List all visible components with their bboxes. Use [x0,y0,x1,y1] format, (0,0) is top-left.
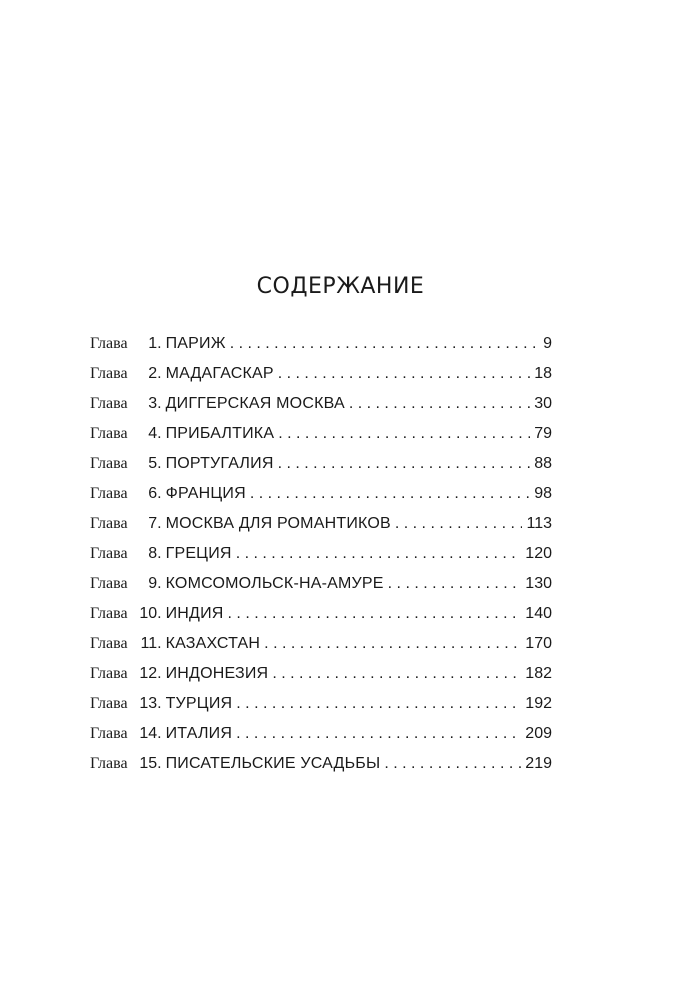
chapter-label: Глава [90,515,128,532]
chapter-title: ФРАНЦИЯ [165,485,246,502]
chapter-label: Глава [90,665,128,682]
chapter-label: Глава [90,605,128,622]
toc-entry [90,335,552,365]
chapter-number: 10. [139,605,162,622]
chapter-label: Глава [90,545,128,562]
toc-entry [90,515,552,545]
chapter-title: ПОРТУГАЛИЯ [165,455,274,472]
chapter-label: Глава [90,725,128,742]
page-number: 140 [525,605,552,622]
chapter-label: Глава [90,335,128,352]
chapter-number: 15. [139,755,162,772]
dot-leader [236,725,521,743]
chapter-title: ТУРЦИЯ [165,695,233,712]
dot-leader [272,665,521,683]
chapter-number: 9. [148,575,162,592]
page-number: 170 [525,635,552,652]
toc-entry [90,395,552,425]
toc-entry [90,695,552,725]
toc-entry [90,575,552,605]
dot-leader [230,335,539,353]
chapter-number: 4. [148,425,162,442]
chapter-label: Глава [90,425,128,442]
chapter-label: Глава [90,755,128,772]
chapter-number: 13. [139,695,162,712]
chapter-title: ГРЕЦИЯ [165,545,232,562]
dot-leader [388,575,522,593]
toc-entry [90,635,552,665]
dot-leader [264,635,521,653]
toc-entry [90,605,552,635]
chapter-title: ИНДОНЕЗИЯ [165,665,269,682]
page-number: 88 [534,455,552,472]
page-title: СОДЕРЖАНИЕ [256,274,425,299]
dot-leader [250,485,530,503]
chapter-title: МОСКВА ДЛЯ РОМАНТИКОВ [165,515,391,532]
chapter-number: 14. [139,725,162,742]
dot-leader [395,515,523,533]
chapter-label: Глава [90,395,128,412]
dot-leader [278,455,531,473]
toc-entry [90,425,552,455]
chapter-label: Глава [90,485,128,502]
dot-leader [228,605,522,623]
chapter-number: 1. [148,335,162,352]
dot-leader [278,365,530,383]
chapter-number: 8. [148,545,162,562]
page-number: 130 [525,575,552,592]
dot-leader [384,755,521,773]
chapter-label: Глава [90,695,128,712]
chapter-number: 2. [148,365,162,382]
page-number: 79 [534,425,552,442]
chapter-number: 12. [139,665,162,682]
page-number: 209 [525,725,552,742]
dot-leader [236,545,522,563]
chapter-number: 11. [140,635,162,652]
toc-entry [90,485,552,515]
chapter-title: КОМСОМОЛЬСК-НА-АМУРЕ [165,575,384,592]
chapter-title: ПРИБАЛТИКА [165,425,275,442]
chapter-label: Глава [90,455,128,472]
page-number: 18 [534,365,552,382]
chapter-label: Глава [90,635,128,652]
toc-entry [90,545,552,575]
page-number: 219 [525,755,552,772]
page-number: 9 [543,335,552,352]
dot-leader [278,425,530,443]
chapter-title: ПИСАТЕЛЬСКИЕ УСАДЬБЫ [165,755,381,772]
page-number: 120 [525,545,552,562]
chapter-number: 3. [148,395,162,412]
chapter-title: ИНДИЯ [165,605,224,622]
toc-entry [90,665,552,695]
page-number: 113 [526,515,552,532]
toc-entry [90,755,552,785]
chapter-number: 7. [148,515,162,532]
table-of-contents [90,335,552,785]
chapter-title: МАДАГАСКАР [165,365,274,382]
chapter-title: ИТАЛИЯ [165,725,233,742]
chapter-label: Глава [90,575,128,592]
chapter-label: Глава [90,365,128,382]
toc-entry [90,455,552,485]
dot-leader [236,695,521,713]
chapter-title: ПАРИЖ [165,335,226,352]
toc-entry [90,725,552,755]
page-number: 30 [534,395,552,412]
page-number: 192 [525,695,552,712]
chapter-number: 6. [148,485,162,502]
page-number: 98 [534,485,552,502]
chapter-title: КАЗАХСТАН [165,635,261,652]
toc-entry [90,365,552,395]
chapter-number: 5. [148,455,162,472]
chapter-title: ДИГГЕРСКАЯ МОСКВА [165,395,345,412]
dot-leader [349,395,530,413]
page-number: 182 [525,665,552,682]
